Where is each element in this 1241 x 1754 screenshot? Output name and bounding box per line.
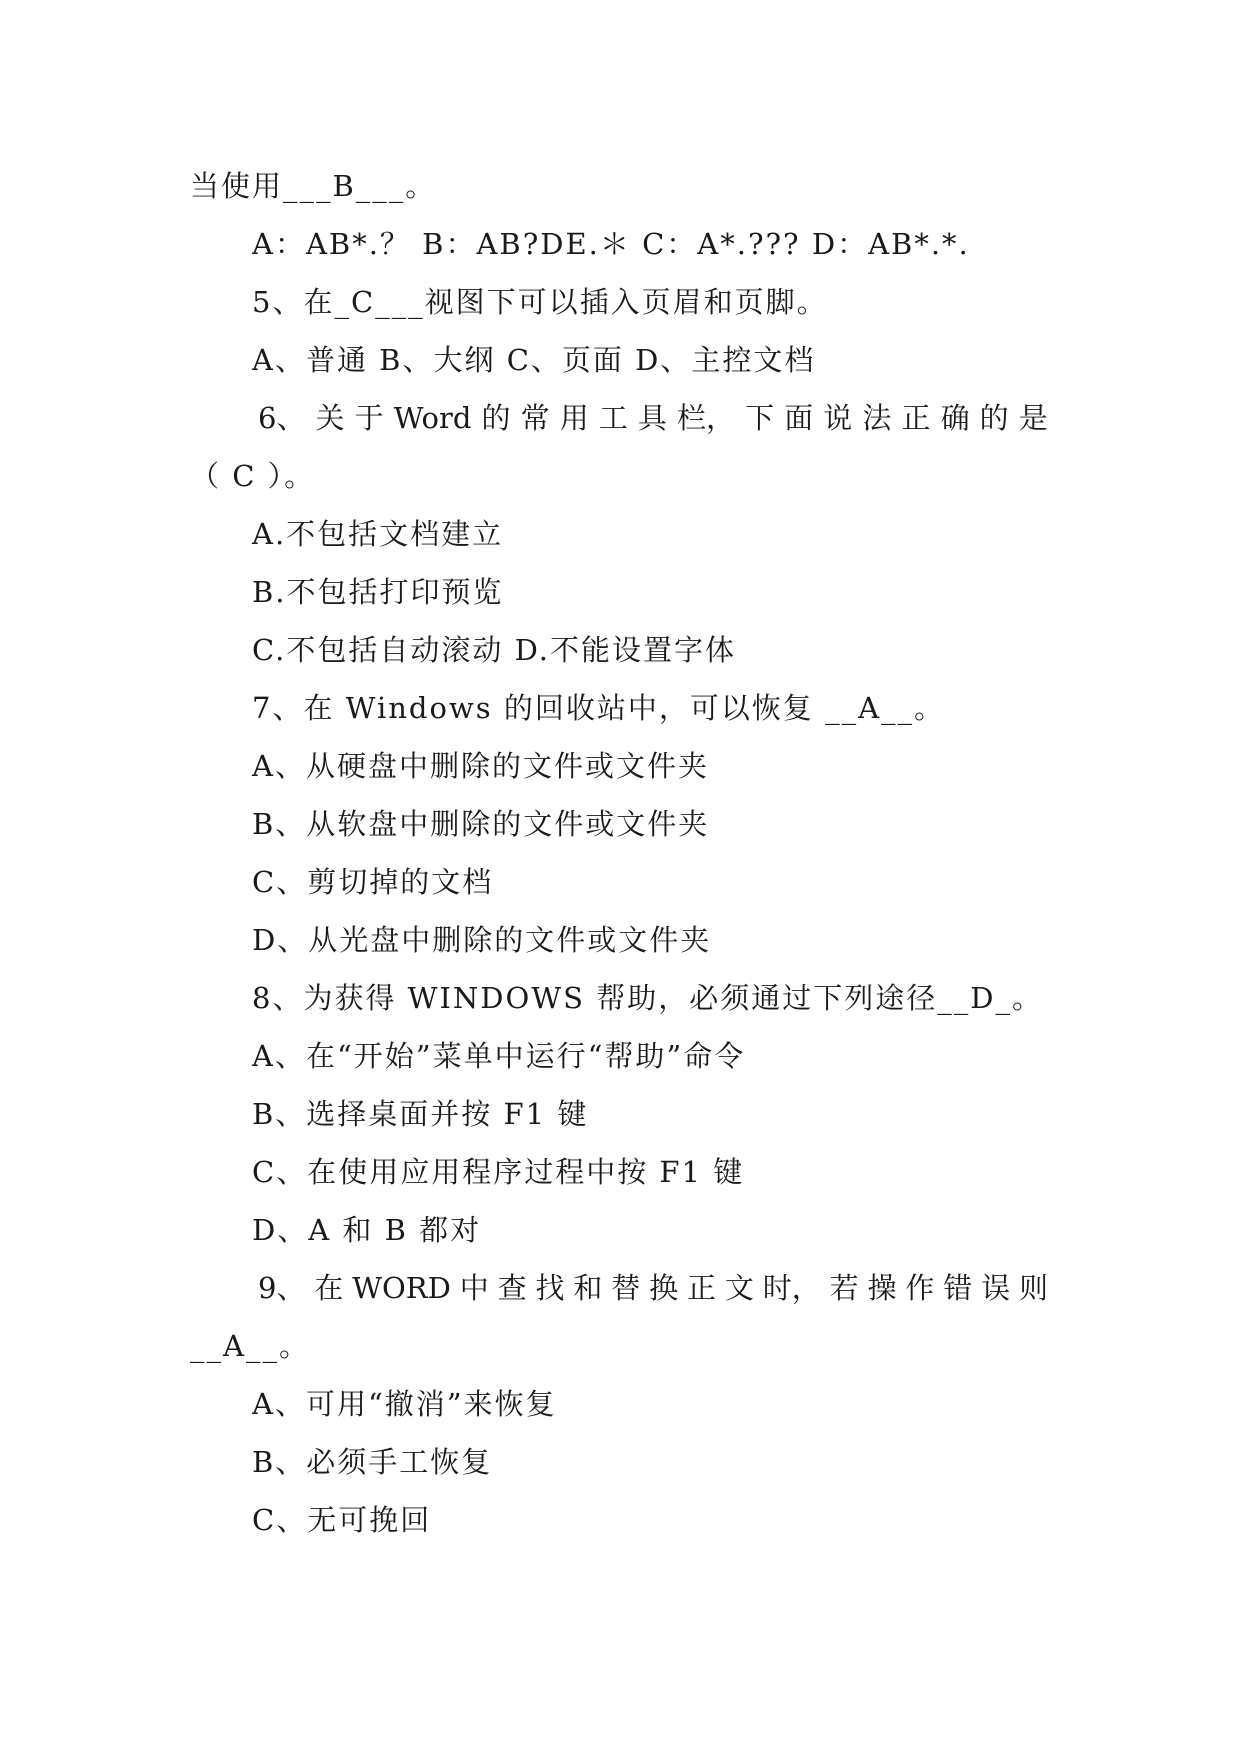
- question-4-options: A：AB*.？ B：AB?DE.＊ C：A*.??? D：AB*.*.: [252, 227, 970, 261]
- question-7-option-c: C、剪切掉的文档: [252, 865, 494, 899]
- text-part: 确: [940, 401, 970, 435]
- text-part: 栏，: [677, 401, 736, 435]
- text-part: 若: [829, 1271, 859, 1305]
- text-part: 的: [481, 401, 511, 435]
- text-part: 中: [459, 1271, 489, 1305]
- text-part: 换: [649, 1271, 679, 1305]
- text-part: 和: [573, 1271, 603, 1305]
- question-6-answer: （ C ）。: [190, 459, 316, 493]
- text-part: 关: [315, 401, 345, 435]
- text-part: 在: [314, 1271, 344, 1305]
- text-part: 作: [905, 1271, 935, 1305]
- text-part: 说: [823, 401, 853, 435]
- text-part: 6、: [258, 401, 306, 435]
- text-part: WORD: [352, 1271, 451, 1305]
- text-part: 法: [862, 401, 892, 435]
- text-part: 时，: [762, 1271, 821, 1305]
- text-part: 则: [1018, 1271, 1048, 1305]
- text-part: 正: [686, 1271, 716, 1305]
- text-part: 查: [497, 1271, 527, 1305]
- question-7-option-d: D、从光盘中删除的文件或文件夹: [252, 923, 712, 957]
- text-part: 的: [979, 401, 1009, 435]
- question-7: 7、在 Windows 的回收站中，可以恢复 __A__。: [252, 691, 946, 725]
- text-part: 用: [559, 401, 589, 435]
- question-8-option-d: D、A 和 B 都对: [252, 1213, 482, 1247]
- text-part: 于: [354, 401, 384, 435]
- text-part: 找: [535, 1271, 565, 1305]
- question-8-option-a: A、在“开始”菜单中运行“帮助”命令: [252, 1039, 746, 1073]
- text-part: 操: [867, 1271, 897, 1305]
- question-6: [258, 398, 1048, 438]
- text-part: 工: [598, 401, 628, 435]
- text-part: 文: [724, 1271, 754, 1305]
- text-part: 常: [520, 401, 550, 435]
- text-part: 是: [1018, 401, 1048, 435]
- question-9-option-c: C、无可挽回: [252, 1503, 432, 1537]
- question-4-continuation: 当使用___B___。: [190, 169, 437, 203]
- question-8-option-b: B、选择桌面并按 F1 键: [252, 1097, 589, 1131]
- question-6-option-cd: C.不包括自动滚动 D.不能设置字体: [252, 633, 737, 667]
- text-part: 误: [981, 1271, 1011, 1305]
- text-part: Word: [393, 401, 472, 435]
- question-6-option-b: B.不包括打印预览: [252, 575, 504, 609]
- question-7-option-b: B、从软盘中删除的文件或文件夹: [252, 807, 710, 841]
- question-5-options: A、普通 B、大纲 C、页面 D、主控文档: [252, 343, 816, 377]
- question-5: 5、在_C___视图下可以插入页眉和页脚。: [252, 285, 828, 319]
- text-part: 具: [637, 401, 667, 435]
- question-7-option-a: A、从硬盘中删除的文件或文件夹: [252, 749, 709, 783]
- question-8-option-c: C、在使用应用程序过程中按 F1 键: [252, 1155, 745, 1189]
- question-9-answer: __A__。: [190, 1329, 310, 1363]
- question-6-option-a: A.不包括文档建立: [252, 517, 504, 551]
- question-9-option-b: B、必须手工恢复: [252, 1445, 493, 1479]
- text-part: 面: [784, 401, 814, 435]
- text-part: 错: [943, 1271, 973, 1305]
- text-part: 下: [745, 401, 775, 435]
- question-9: [258, 1268, 1048, 1308]
- question-8: 8、为获得 WINDOWS 帮助，必须通过下列途径__D_。: [252, 981, 1043, 1015]
- text-part: 9、: [258, 1271, 306, 1305]
- question-9-option-a: A、可用“撤消”来恢复: [252, 1387, 557, 1421]
- text-part: 正: [901, 401, 931, 435]
- text-part: 替: [611, 1271, 641, 1305]
